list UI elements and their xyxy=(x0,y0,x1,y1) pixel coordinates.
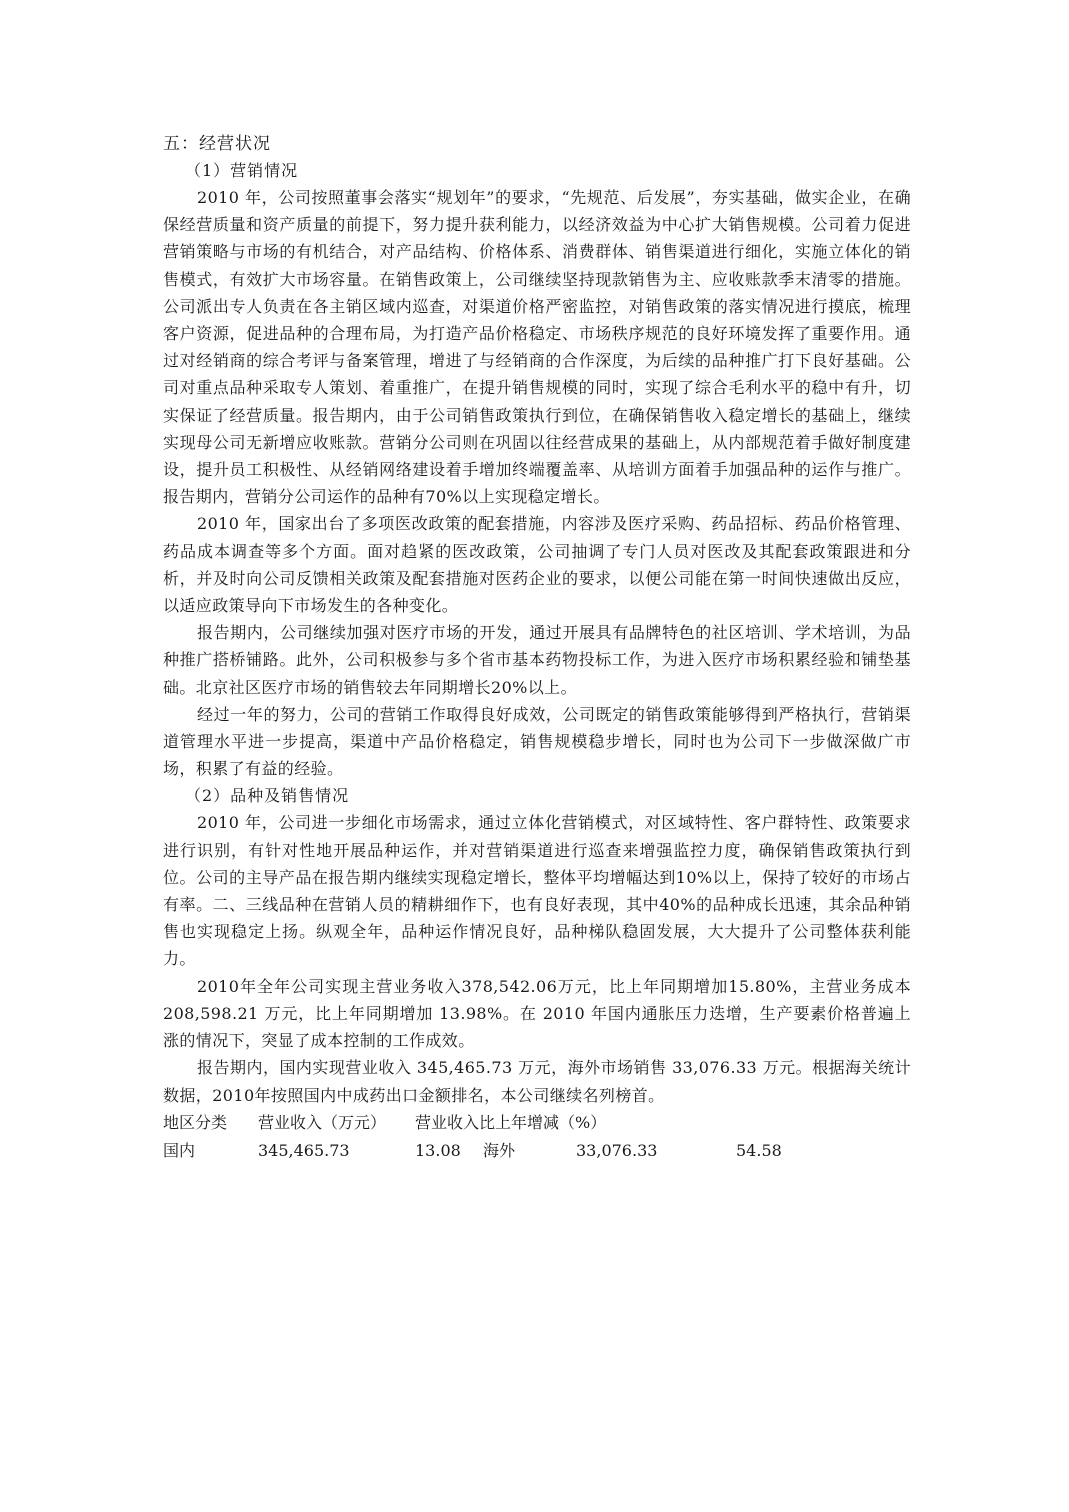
paragraph: 报告期内，公司继续加强对医疗市场的开发，通过开展具有品牌特色的社区培训、学术培训，为品种推广搭桥铺路。此外，公司积极参与多个省市基本药物投标工作，为进入医疗市场积累经验和铺垫基础。北京社区医疗市场的销售较去年同期增长20%以上。 xyxy=(163,623,911,697)
subsection-title-products: （2）品种及销售情况 xyxy=(185,786,350,806)
paragraph: 2010 年，公司按照董事会落实“规划年”的要求，“先规范、后发展”，夯实基础，做实企业，在确保经营质量和资产质量的前提下，努力提升获利能力，以经济效益为中心扩大销售规模。公司着力促进营销策略与市场的有机结合，对产品结构、价格体系、消费群体、销售渠道进行细化，实施立体化的销售模式，有效扩大市场容量。在销售政策上，公司继续坚持现款销售为主、应收账款季末清零的措施。公司派出专人负责在各主销区域内巡查，对渠道价格严密监控，对销售政策的落实情况进行摸底，梳理客户资源，促进品种的合理布局，为打造产品价格稳定、市场秩序规范的良好环境发挥了重要作用。通过对经销商的综合考评与备案管理，增进了与经销商的合作深度，为后续的品种推广打下良好基础。公司对重点品种采取专人策划、着重推广，在提升销售规模的同时，实现了综合毛利水平的稳中有升，切实保证了经营质量。报告期内，由于公司销售政策执行到位，在确保销售收入稳定增长的基础上，继续实现母公司无新增应收账款。营销分公司则在巩固以往经营成果的基础上，从内部规范着手做好制度建设，提升员工积极性、从经销网络建设着手增加终端覆盖率、从培训方面着手加强品种的运作与推广。报告期内，营销分公司运作的品种有70%以上实现稳定增长。 xyxy=(163,188,911,507)
table-cell: 33,076.33 xyxy=(576,1140,658,1160)
subsection-title-marketing: （1）营销情况 xyxy=(185,161,299,180)
table-cell: 海外 xyxy=(483,1140,516,1160)
paragraph: 报告期内，国内实现营业收入 345,465.73 万元，海外市场销售 33,076.33 万元。根据海关统计数据，2010年按照国内中成药出口金额排名，本公司继续名列榜首。 xyxy=(163,1058,911,1105)
table-header-row xyxy=(163,1109,911,1137)
revenue-table xyxy=(163,1109,911,1165)
paragraph: 2010 年，国家出台了多项医改政策的配套措施，内容涉及医疗采购、药品招标、药品价格管理、药品成本调查等多个方面。面对趋紧的医改政策，公司抽调了专门人员对医改及其配套政策跟进和分析，并及时向公司反馈相关政策及配套措施对医药企业的要求，以便公司能在第一时间快速做出反应，以适应政策导向下市场发生的各种变化。 xyxy=(163,514,911,616)
paragraph: 经过一年的努力，公司的营销工作取得良好成效，公司既定的销售政策能够得到严格执行，营销渠道管理水平进一步提高，渠道中产品价格稳定，销售规模稳步增长，同时也为公司下一步做深做广市场，积累了有益的经验。 xyxy=(163,704,911,779)
table-cell: 54.58 xyxy=(736,1140,782,1160)
paragraph: 2010年全年公司实现主营业务收入378,542.06万元，比上年同期增加15.80%，主营业务成本 208,598.21 万元，比上年同期增加 13.98%。在 2010 年国内通胀压力迭增，生产要素价格普遍上涨的情况下，突显了成本控制的工作成效。 xyxy=(163,976,911,1051)
table-header: 营业收入（万元） xyxy=(258,1112,387,1132)
table-cell: 345,465.73 xyxy=(258,1140,350,1160)
table-header: 营业收入比上年增减（%） xyxy=(415,1112,607,1132)
table-row xyxy=(163,1137,911,1165)
table-cell: 国内 xyxy=(163,1140,196,1160)
table-cell: 13.08 xyxy=(415,1140,461,1160)
document-content xyxy=(163,131,911,1165)
section-title: 五：经营状况 xyxy=(163,134,271,154)
table-header: 地区分类 xyxy=(163,1112,228,1132)
paragraph: 2010 年，公司进一步细化市场需求，通过立体化营销模式，对区域特性、客户群特性、政策要求进行识别，有针对性地开展品种运作，并对营销渠道进行巡查来增强监控力度，确保销售政策执行到位。公司的主导产品在报告期内继续实现稳定增长，整体平均增幅达到10%以上，保持了较好的市场占有率。二、三线品种在营销人员的精耕细作下，也有良好表现，其中40%的品种成长迅速，其余品种销售也实现稳定上扬。纵观全年，品种运作情况良好，品种梯队稳固发展，大大提升了公司整体获利能力。 xyxy=(163,813,911,969)
